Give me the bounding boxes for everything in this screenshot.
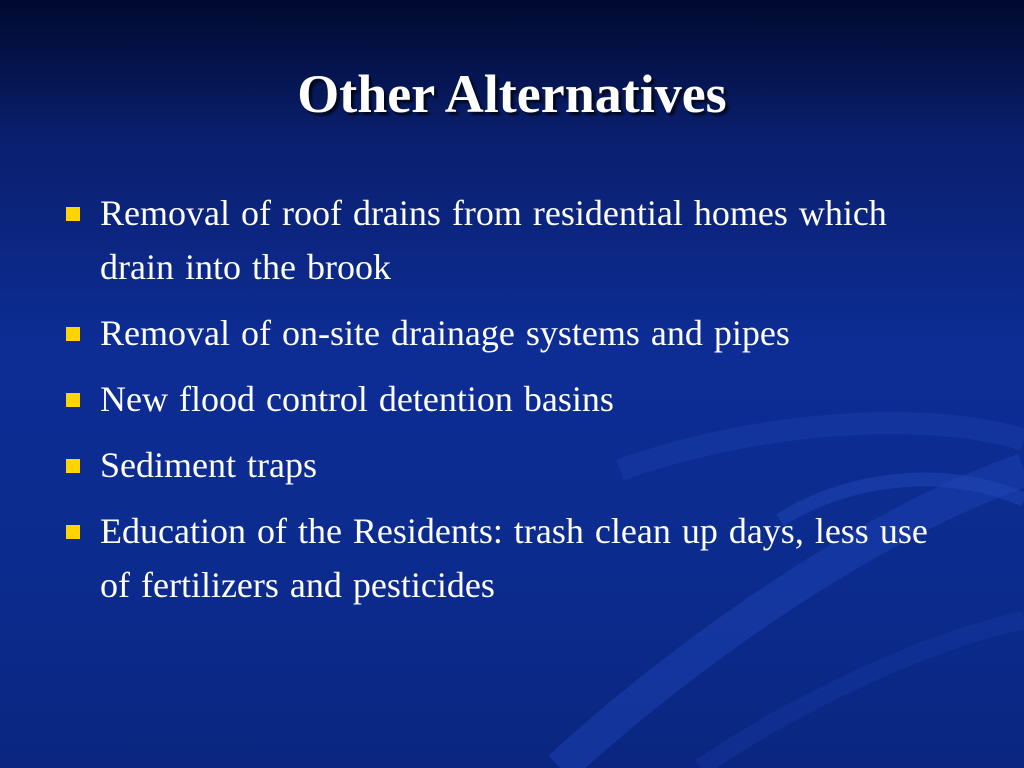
square-bullet-icon bbox=[66, 393, 80, 407]
bullet-item-roof-drains bbox=[64, 186, 964, 294]
square-bullet-icon bbox=[66, 525, 80, 539]
bullet-text: Sediment traps bbox=[100, 445, 317, 485]
bullet-item-onsite-drainage bbox=[64, 306, 964, 360]
square-bullet-icon bbox=[66, 327, 80, 341]
bullet-text: Education of the Residents: trash clean up days, less use of fertilizers and pesticides bbox=[100, 511, 928, 605]
bullet-text: Removal of on-site drainage systems and pipes bbox=[100, 313, 790, 353]
bullet-list bbox=[64, 186, 964, 624]
square-bullet-icon bbox=[66, 459, 80, 473]
bullet-item-detention-basins bbox=[64, 372, 964, 426]
bullet-item-education bbox=[64, 504, 964, 612]
bullet-text: Removal of roof drains from residential homes which drain into the brook bbox=[100, 193, 887, 287]
slide-title: Other Alternatives bbox=[297, 64, 727, 124]
bullet-item-sediment-traps bbox=[64, 438, 964, 492]
bullet-text: New flood control detention basins bbox=[100, 379, 614, 419]
square-bullet-icon bbox=[66, 207, 80, 221]
